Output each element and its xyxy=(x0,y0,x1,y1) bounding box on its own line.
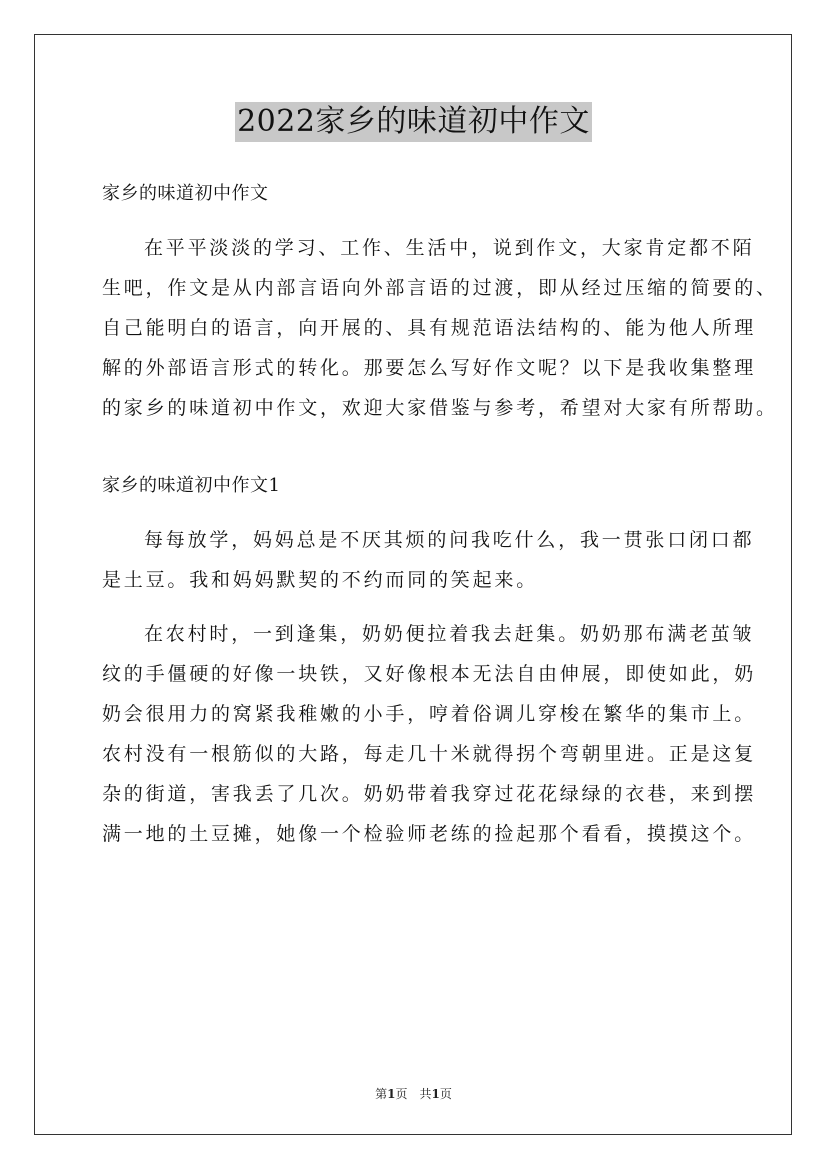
paragraph-line: 奶会很用力的窝紧我稚嫩的小手，哼着俗调儿穿梭在繁华的集市上。 xyxy=(102,703,757,725)
document-title: 2022家乡的味道初中作文 xyxy=(235,102,592,142)
paragraph-line: 每每放学，妈妈总是不厌其烦的问我吃什么，我一贯张口闭口都 xyxy=(144,529,755,551)
title-container xyxy=(0,102,827,142)
paragraph-line: 的家乡的味道初中作文，欢迎大家借鉴与参考，希望对大家有所帮助。 xyxy=(102,397,778,419)
page-label-prefix: 第 xyxy=(375,1087,388,1101)
paragraph-line: 生吧，作文是从内部言语向外部言语的过渡，即从经过压缩的简要的、 xyxy=(102,277,778,299)
page-footer xyxy=(0,1085,827,1102)
paragraph-line: 杂的街道，害我丢了几次。奶奶带着我穿过花花绿绿的衣巷，来到摆 xyxy=(102,783,757,805)
paragraph-line: 解的外部语言形式的转化。那要怎么写好作文呢？以下是我收集整理 xyxy=(102,357,757,379)
paragraph-line: 是土豆。我和妈妈默契的不约而同的笑起来。 xyxy=(102,569,539,591)
section-heading: 家乡的味道初中作文 xyxy=(102,183,269,204)
total-label-prefix: 共 xyxy=(419,1087,432,1101)
paragraph-line: 在农村时，一到逢集，奶奶便拉着我去赶集。奶奶那布满老茧皱 xyxy=(144,623,755,645)
paragraph-line: 自己能明白的语言，向开展的、具有规范语法结构的、能为他人所理 xyxy=(102,317,757,339)
page-label-suffix: 页 xyxy=(395,1087,408,1101)
paragraph-line: 满一地的土豆摊，她像一个检验师老练的捡起那个看看，摸摸这个。 xyxy=(102,823,757,845)
paragraph-line: 在平平淡淡的学习、工作、生活中，说到作文，大家肯定都不陌 xyxy=(144,237,755,259)
essay-paragraph-2 xyxy=(102,614,757,854)
essay-paragraph-1 xyxy=(102,520,755,600)
page-number: 1 xyxy=(387,1087,396,1101)
essay-heading: 家乡的味道初中作文1 xyxy=(102,475,281,496)
total-label-suffix: 页 xyxy=(439,1087,452,1101)
document-body xyxy=(102,174,778,854)
paragraph-line: 纹的手僵硬的好像一块铁，又好像根本无法自由伸展，即使如此，奶 xyxy=(102,663,757,685)
paragraph-line: 农村没有一根筋似的大路，每走几十米就得拐个弯朝里进。正是这复 xyxy=(102,743,757,765)
total-pages: 1 xyxy=(431,1087,440,1101)
intro-paragraph xyxy=(102,228,778,428)
